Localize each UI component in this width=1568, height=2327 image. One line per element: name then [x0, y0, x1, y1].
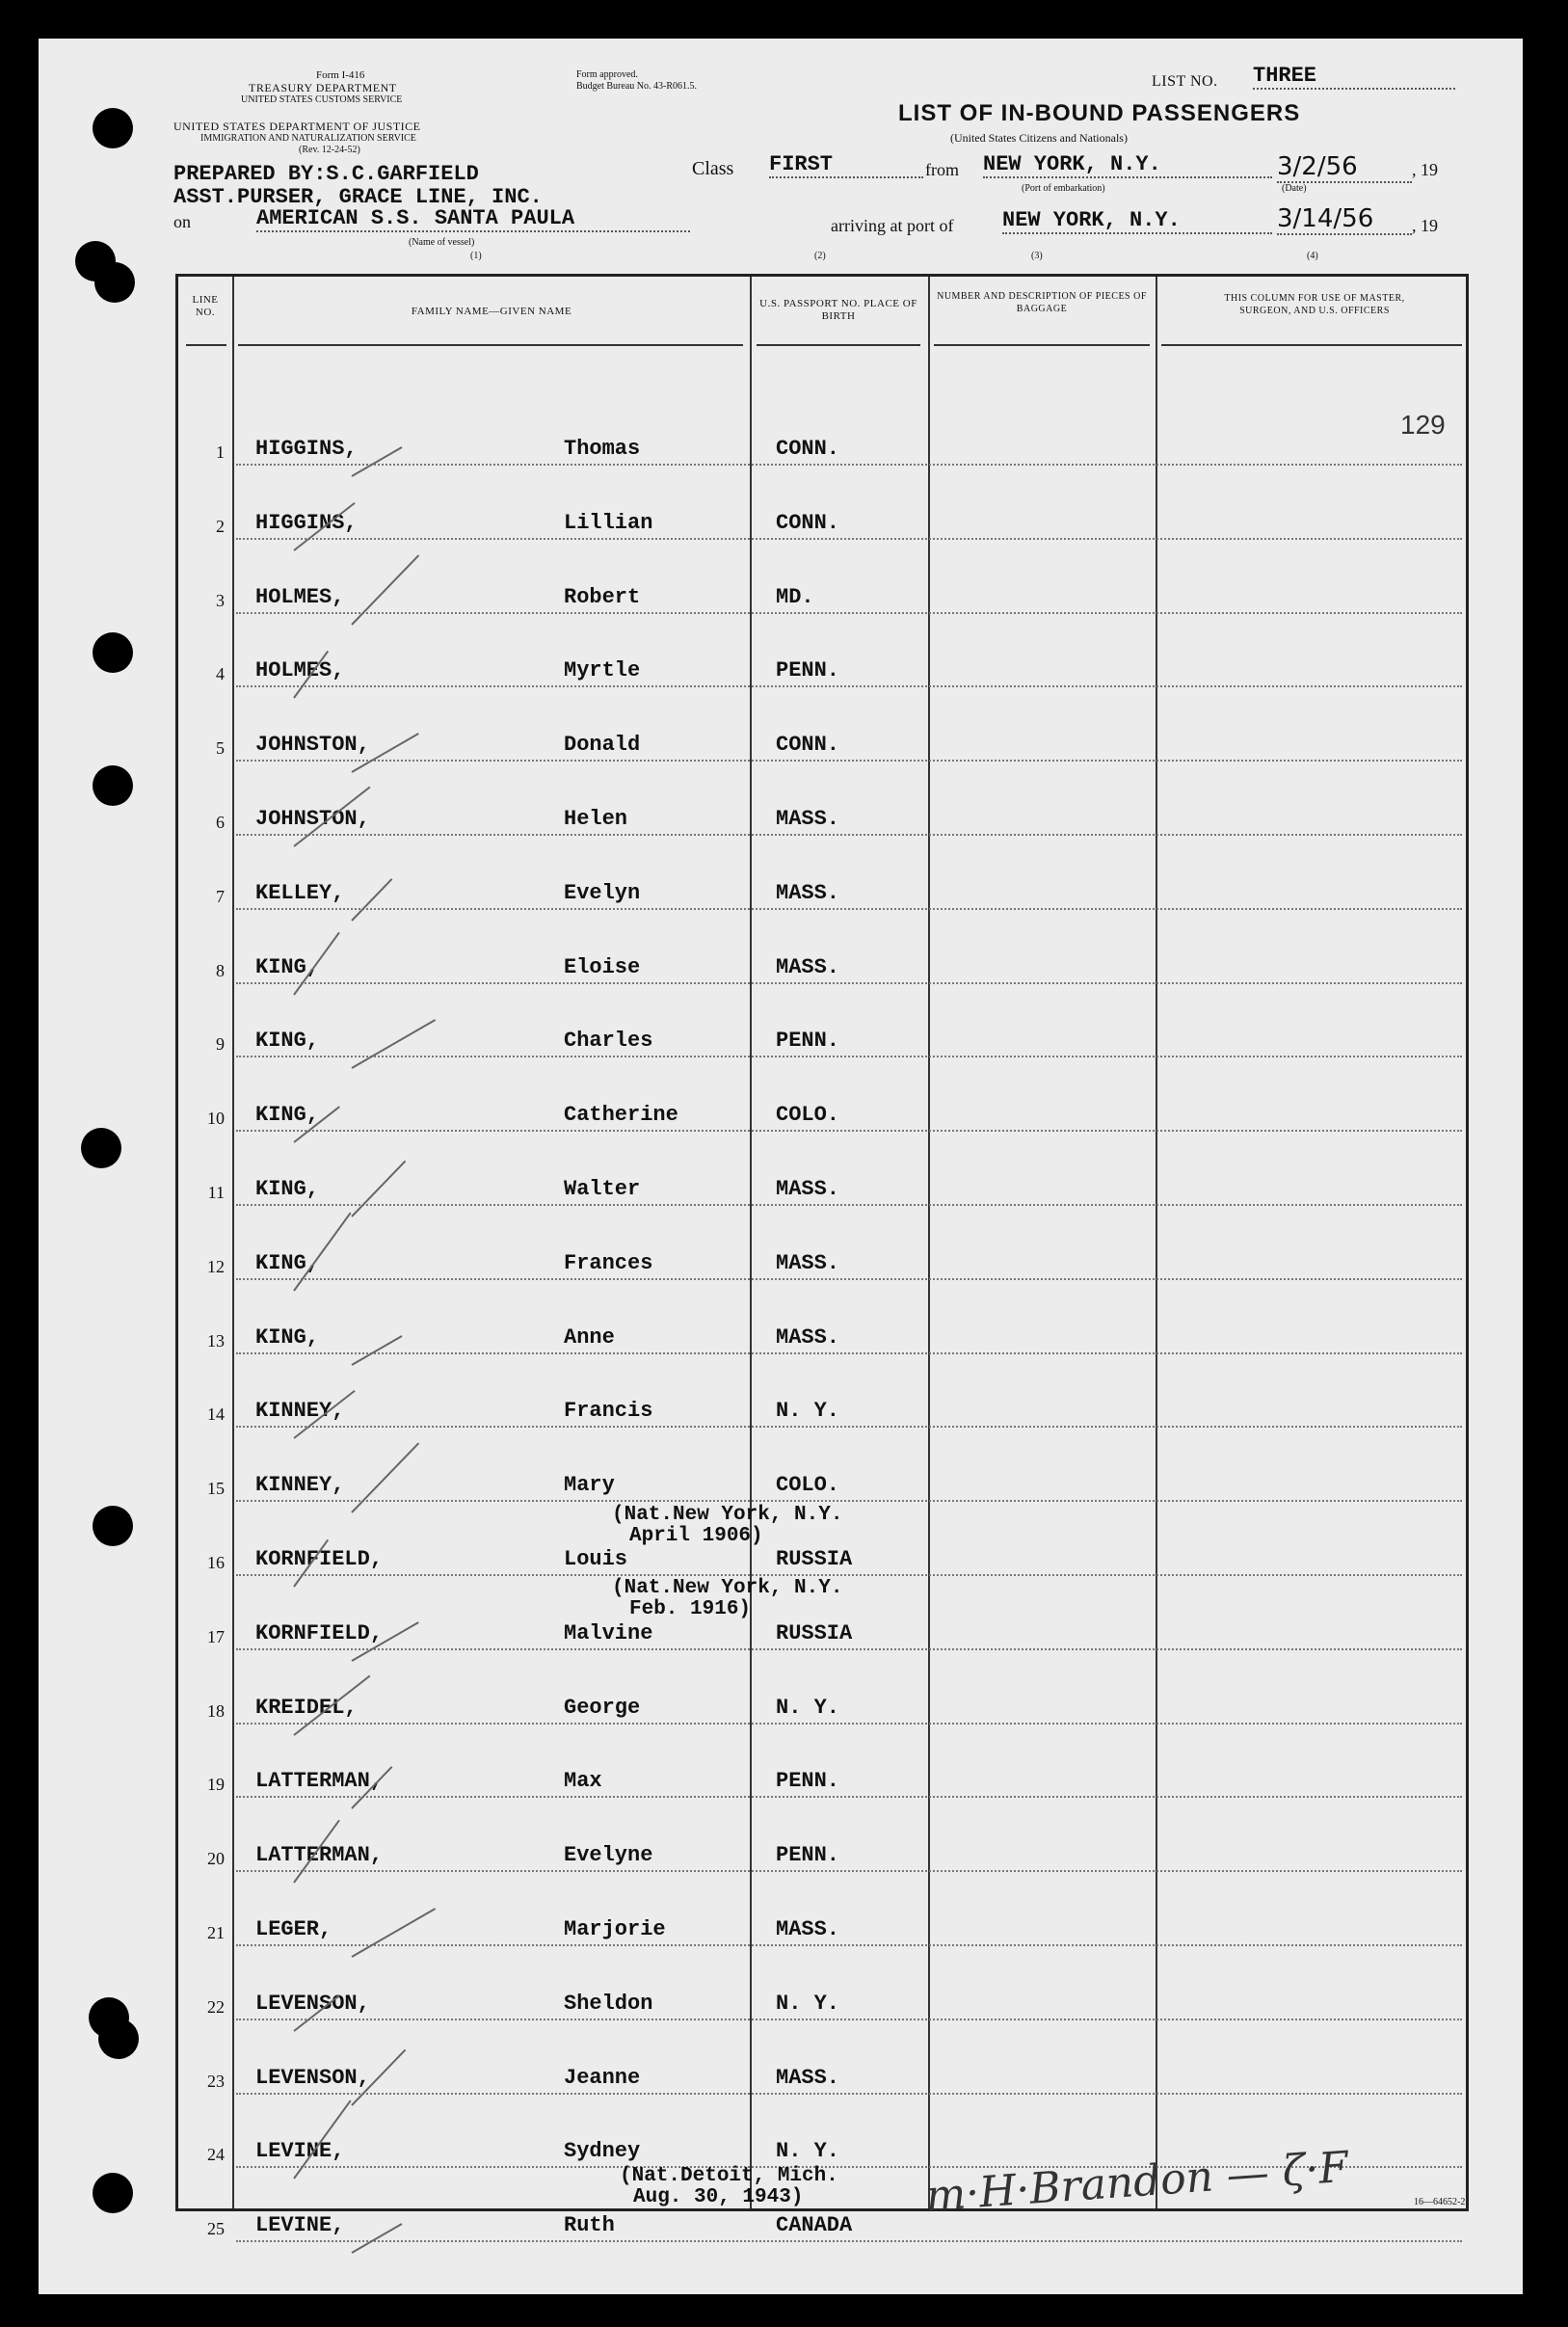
place-of-birth: PENN.: [776, 1843, 840, 1867]
line-number: 11: [207, 1183, 225, 1202]
family-name: KINNEY,: [255, 1399, 345, 1423]
punch-hole: [93, 632, 133, 673]
check-mark-icon: [352, 2223, 403, 2254]
table-row: [178, 881, 1466, 910]
place-of-birth: N. Y.: [776, 1399, 840, 1423]
check-mark-icon: [352, 1908, 437, 1958]
header-line-no: LINE NO.: [192, 294, 219, 318]
line-number: 12: [207, 1257, 225, 1276]
given-name: Evelyne: [564, 1843, 653, 1867]
place-of-birth: N. Y.: [776, 1992, 840, 2016]
officer-note: 129: [1400, 410, 1446, 440]
line-number: 9: [216, 1034, 225, 1054]
place-of-birth: MASS.: [776, 1917, 840, 1941]
line-number: 24: [207, 2145, 225, 2164]
year-suffix-2: , 19: [1412, 216, 1438, 235]
place-of-birth: MASS.: [776, 2066, 840, 2090]
line-number: 19: [207, 1775, 225, 1794]
place-of-birth: MD.: [776, 585, 814, 609]
prepared-by: PREPARED BY:S.C.GARFIELD: [173, 162, 479, 186]
officer-signature: m·H·Brandon — ζ·F: [923, 2142, 1350, 2222]
class-label: Class: [692, 158, 734, 179]
table-row: [178, 1769, 1466, 1798]
treasury-dept: TREASURY DEPARTMENT: [249, 81, 397, 94]
table-row: [178, 1399, 1466, 1428]
place-of-birth: PENN.: [776, 1029, 840, 1053]
family-name: LEVENSON,: [255, 2066, 370, 2090]
family-name: KING,: [255, 1251, 320, 1275]
family-name: KING,: [255, 1103, 320, 1127]
line-number: 8: [216, 961, 225, 980]
place-of-birth: MASS.: [776, 1325, 840, 1350]
given-name: Eloise: [564, 955, 641, 979]
line-number: 22: [207, 1997, 225, 2017]
note-kornfield-louis-2: April 1906): [629, 1525, 763, 1547]
family-name: LEVINE,: [255, 2213, 345, 2237]
given-name: Lillian: [564, 511, 653, 535]
place-of-birth: RUSSIA: [776, 1547, 853, 1571]
header-name: FAMILY NAME—GIVEN NAME: [411, 306, 572, 317]
table-row: [178, 807, 1466, 836]
given-name: Donald: [564, 733, 641, 757]
family-name: HOLMES,: [255, 585, 345, 609]
customs-service: UNITED STATES CUSTOMS SERVICE: [241, 94, 403, 105]
place-of-birth: COLO.: [776, 1473, 840, 1497]
place-of-birth: PENN.: [776, 1769, 840, 1793]
place-of-birth: CANADA: [776, 2213, 853, 2237]
place-of-birth: RUSSIA: [776, 1621, 853, 1645]
place-of-birth: PENN.: [776, 658, 840, 682]
family-name: KORNFIELD,: [255, 1547, 384, 1571]
given-name: Sydney: [564, 2139, 641, 2163]
col-number-4: (4): [1307, 251, 1318, 261]
table-row: [178, 1621, 1466, 1650]
line-number: 6: [216, 813, 225, 832]
family-name: LEVINE,: [255, 2139, 345, 2163]
check-mark-icon: [351, 1161, 406, 1217]
form-approved: Form approved.: [576, 69, 638, 80]
line-number: 7: [216, 887, 225, 906]
family-name: LATTERMAN,: [255, 1843, 384, 1867]
given-name: Anne: [564, 1325, 615, 1350]
purser-line: ASST.PURSER, GRACE LINE, INC.: [173, 185, 543, 209]
family-name: KING,: [255, 1325, 320, 1350]
vessel-caption: (Name of vessel): [409, 237, 475, 248]
immigration-service: IMMIGRATION AND NATURALIZATION SERVICE: [200, 133, 416, 144]
family-name: HIGGINS,: [255, 437, 358, 461]
place-of-birth: CONN.: [776, 511, 840, 535]
table-row: [178, 2066, 1466, 2095]
given-name: Frances: [564, 1251, 653, 1275]
check-mark-icon: [352, 1335, 403, 1366]
list-no-value: THREE: [1253, 64, 1455, 90]
given-name: Robert: [564, 585, 641, 609]
given-name: Louis: [564, 1547, 628, 1571]
header-passport: U.S. PASSPORT NO. PLACE OF BIRTH: [759, 298, 917, 322]
table-row: [178, 733, 1466, 762]
given-name: Evelyn: [564, 881, 641, 905]
line-number: 17: [207, 1627, 225, 1646]
table-row: [178, 585, 1466, 614]
punch-hole: [93, 108, 133, 148]
table-row: [178, 1696, 1466, 1725]
given-name: Jeanne: [564, 2066, 641, 2090]
arriving-label: arriving at port of: [831, 216, 954, 235]
line-number: 5: [216, 738, 225, 758]
class-value: FIRST: [769, 152, 923, 178]
passenger-table: [175, 274, 1469, 2238]
family-name: KINNEY,: [255, 1473, 345, 1497]
given-name: Malvine: [564, 1621, 653, 1645]
place-of-birth: MASS.: [776, 807, 840, 831]
family-name: JOHNSTON,: [255, 807, 370, 831]
passenger-list-page: [39, 39, 1523, 2294]
place-of-birth: CONN.: [776, 437, 840, 461]
table-row: [178, 410, 1466, 466]
table-row: [178, 1103, 1466, 1132]
date-caption: (Date): [1282, 183, 1307, 194]
family-name: KING,: [255, 1029, 320, 1053]
table-row: [178, 1473, 1466, 1502]
table-row: [178, 1029, 1466, 1057]
form-number: Form I-416: [316, 69, 365, 81]
given-name: Marjorie: [564, 1917, 666, 1941]
note-kornfield-louis-1: (Nat.New York, N.Y.: [612, 1504, 843, 1526]
line-number: 13: [207, 1331, 225, 1351]
line-number: 14: [207, 1404, 225, 1424]
check-mark-icon: [352, 446, 403, 477]
line-number: 3: [216, 591, 225, 610]
family-name: JOHNSTON,: [255, 733, 370, 757]
note-levine-1: (Nat.Detoit, Mich.: [620, 2165, 838, 2187]
line-number: 18: [207, 1701, 225, 1721]
place-of-birth: CONN.: [776, 733, 840, 757]
line-number: 4: [216, 664, 225, 683]
header-baggage: NUMBER AND DESCRIPTION OF PIECES OF BAGGAGE: [937, 291, 1147, 314]
check-mark-icon: [351, 554, 419, 625]
list-no-label: LIST NO.: [1152, 73, 1218, 90]
family-name: LEGER,: [255, 1917, 332, 1941]
col-number-1: (1): [470, 251, 482, 261]
line-number: 15: [207, 1479, 225, 1498]
vessel-name: AMERICAN S.S. SANTA PAULA: [256, 206, 690, 232]
place-of-birth: N. Y.: [776, 1696, 840, 1720]
table-row: [178, 1843, 1466, 1872]
given-name: Catherine: [564, 1103, 678, 1127]
embark-date: 3/2/56: [1277, 152, 1412, 183]
punch-hole: [81, 1128, 121, 1168]
on-label: on: [173, 212, 191, 231]
table-row: [178, 1992, 1466, 2020]
check-mark-icon: [351, 1442, 419, 1512]
line-number: 2: [216, 517, 225, 536]
family-name: KORNFIELD,: [255, 1621, 384, 1645]
arrival-date: 3/14/56: [1277, 204, 1412, 235]
family-name: KING,: [255, 955, 320, 979]
table-row: [178, 1547, 1466, 1576]
table-row: [178, 1251, 1466, 1280]
table-row: [178, 2213, 1466, 2242]
table-row: [178, 1917, 1466, 1946]
place-of-birth: COLO.: [776, 1103, 840, 1127]
punch-hole: [93, 765, 133, 806]
line-number: 16: [207, 1553, 225, 1572]
header-officers: THIS COLUMN FOR USE OF MASTER, SURGEON, AND U.S. OFFICERS: [1224, 293, 1405, 316]
given-name: Ruth: [564, 2213, 615, 2237]
table-row: [178, 1325, 1466, 1354]
footer-code: 16—64652-2: [1414, 2197, 1466, 2207]
from-label: from: [925, 160, 959, 179]
punch-hole: [98, 2019, 139, 2059]
family-name: LEVENSON,: [255, 1992, 370, 2016]
line-number: 20: [207, 1849, 225, 1868]
family-name: HOLMES,: [255, 658, 345, 682]
document-subtitle: (United States Citizens and Nationals): [950, 131, 1128, 145]
family-name: HIGGINS,: [255, 511, 358, 535]
year-suffix-1: , 19: [1412, 160, 1438, 179]
family-name: KELLEY,: [255, 881, 345, 905]
given-name: Mary: [564, 1473, 615, 1497]
given-name: Max: [564, 1769, 602, 1793]
family-name: LATTERMAN,: [255, 1769, 384, 1793]
given-name: George: [564, 1696, 641, 1720]
budget-bureau: Budget Bureau No. 43-R061.5.: [576, 81, 697, 92]
table-row: [178, 511, 1466, 540]
line-number: 21: [207, 1923, 225, 1942]
place-of-birth: MASS.: [776, 1177, 840, 1201]
given-name: Helen: [564, 807, 628, 831]
given-name: Francis: [564, 1399, 653, 1423]
check-mark-icon: [352, 1019, 437, 1069]
table-row: [178, 658, 1466, 687]
punch-hole: [94, 262, 135, 303]
place-of-birth: N. Y.: [776, 2139, 840, 2163]
family-name: KREIDEL,: [255, 1696, 358, 1720]
place-of-birth: MASS.: [776, 881, 840, 905]
given-name: Walter: [564, 1177, 641, 1201]
given-name: Charles: [564, 1029, 653, 1053]
family-name: KING,: [255, 1177, 320, 1201]
place-of-birth: MASS.: [776, 1251, 840, 1275]
given-name: Myrtle: [564, 658, 641, 682]
justice-dept: UNITED STATES DEPARTMENT OF JUSTICE: [173, 120, 421, 133]
from-port: NEW YORK, N.Y.: [983, 152, 1272, 178]
note-kornfield-malvine-1: (Nat.New York, N.Y.: [612, 1577, 843, 1599]
punch-hole: [93, 1506, 133, 1546]
punch-hole: [93, 2173, 133, 2213]
given-name: Thomas: [564, 437, 641, 461]
col-number-3: (3): [1031, 251, 1043, 261]
note-kornfield-malvine-2: Feb. 1916): [629, 1598, 752, 1620]
line-number: 10: [207, 1109, 225, 1128]
given-name: Sheldon: [564, 1992, 653, 2016]
form-revision: (Rev. 12-24-52): [299, 145, 360, 155]
check-mark-icon: [351, 878, 392, 922]
place-of-birth: MASS.: [776, 955, 840, 979]
port-caption: (Port of embarkation): [1022, 183, 1105, 194]
line-number: 1: [216, 442, 225, 462]
line-number: 23: [207, 2072, 225, 2091]
note-levine-2: Aug. 30, 1943): [633, 2186, 804, 2208]
document-title: LIST OF IN-BOUND PASSENGERS: [898, 100, 1301, 126]
arriving-port: NEW YORK, N.Y.: [1002, 208, 1272, 234]
table-row: [178, 1177, 1466, 1206]
line-number: 25: [207, 2219, 225, 2238]
col-number-2: (2): [814, 251, 826, 261]
table-row: [178, 955, 1466, 984]
